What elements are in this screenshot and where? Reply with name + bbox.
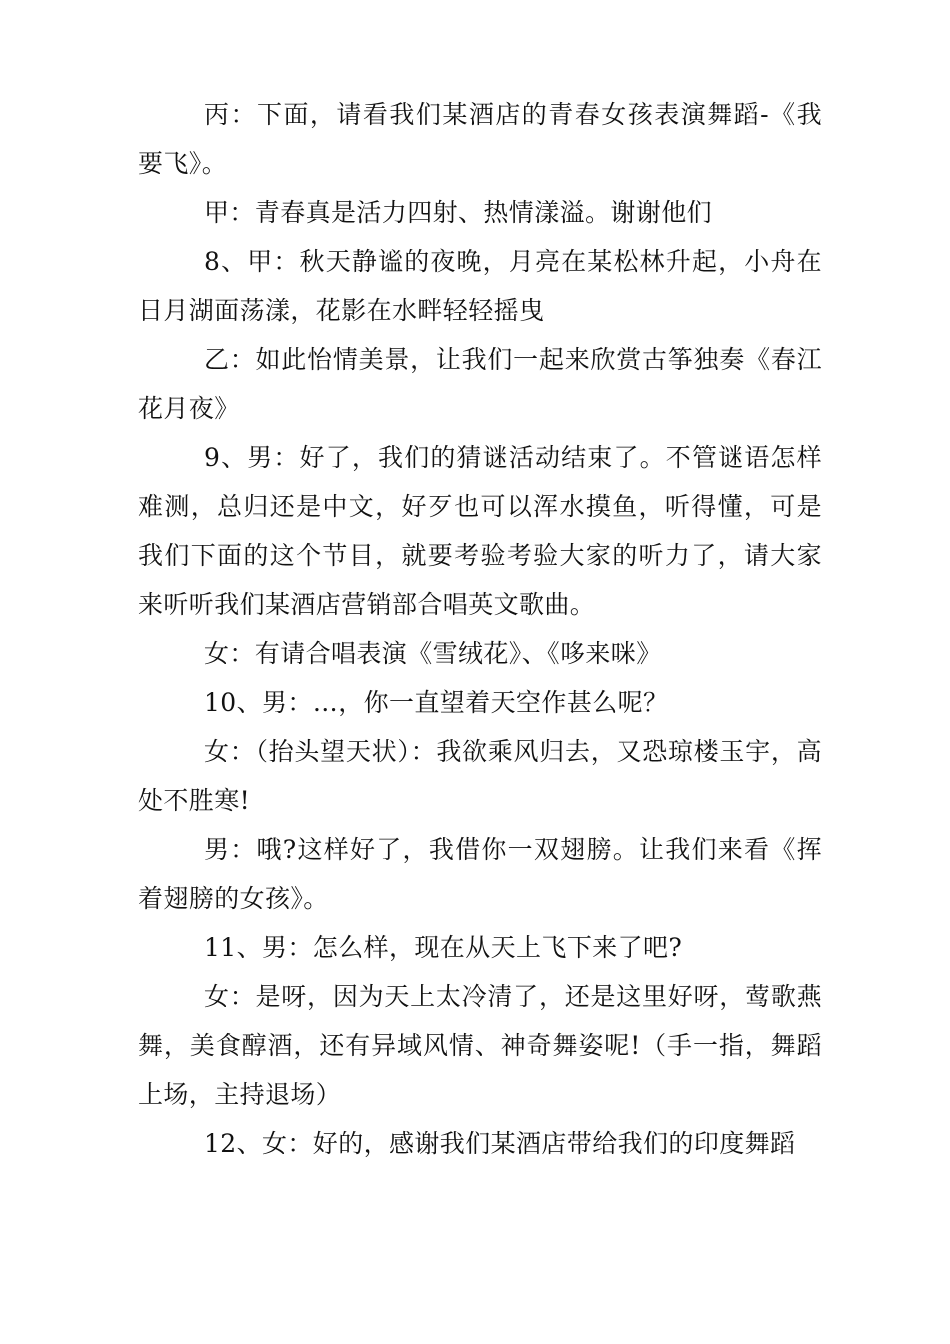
- paragraph: 乙：如此怡情美景，让我们一起来欣赏古筝独奏《春江花月夜》: [138, 345, 822, 423]
- paragraph: 丙：下面，请看我们某酒店的青春女孩表演舞蹈-《我要飞》。: [138, 100, 822, 178]
- paragraph: 女：是呀，因为天上太冷清了，还是这里好呀，莺歌燕舞，美食醇酒，还有异域风情、神奇舞姿呢!（手一指，舞蹈上场，主持退场）: [138, 982, 822, 1109]
- paragraph: 女：（抬头望天状）：我欲乘风归去，又恐琼楼玉宇，高处不胜寒!: [138, 737, 822, 815]
- paragraph: 10、男：…，你一直望着天空作甚么呢？: [204, 688, 669, 717]
- paragraph: 女：有请合唱表演《雪绒花》、《哆来咪》: [204, 639, 662, 668]
- paragraph: 8、甲：秋天静谧的夜晚，月亮在某松林升起，小舟在日月湖面荡漾，花影在水畔轻轻摇曳: [138, 247, 822, 325]
- paragraph: 甲：青春真是活力四射、热情漾溢。谢谢他们: [204, 198, 713, 227]
- paragraph: 11、男：怎么样，现在从天上飞下来了吧?: [204, 933, 683, 962]
- paragraph: 12、女：好的，感谢我们某酒店带给我们的印度舞蹈: [204, 1129, 796, 1158]
- document-body: [138, 90, 822, 1168]
- paragraph: 男：哦?这样好了，我借你一双翅膀。让我们来看《挥着翅膀的女孩》。: [138, 835, 822, 913]
- paragraph: 9、男：好了，我们的猜谜活动结束了。不管谜语怎样难测，总归还是中文，好歹也可以浑水摸鱼，听得懂，可是我们下面的这个节目，就要考验考验大家的听力了，请大家来听听我们某酒店营销部合唱英文歌曲。: [138, 443, 822, 619]
